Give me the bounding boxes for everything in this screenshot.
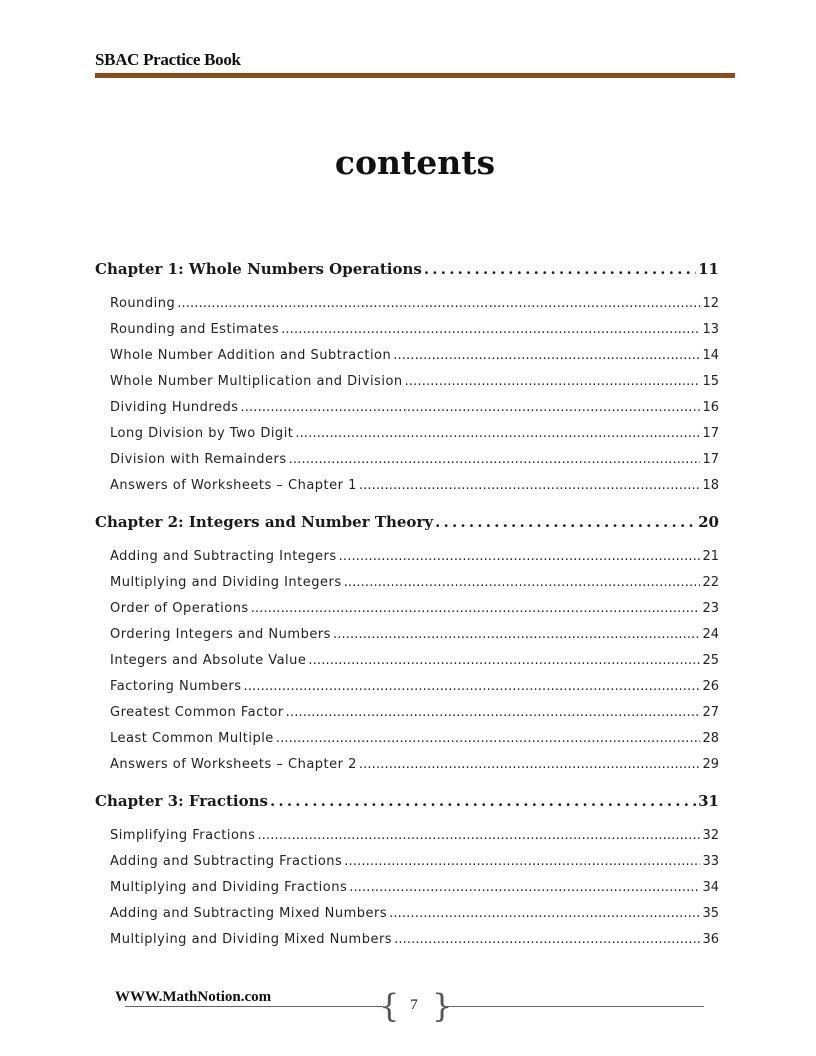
dot-leader	[276, 726, 701, 752]
chapter-page-number: 11	[698, 260, 719, 278]
chapter-group	[95, 509, 719, 778]
toc-entry[interactable]	[95, 648, 719, 674]
entry-page-number: 16	[702, 400, 719, 415]
dot-leader	[251, 596, 701, 622]
dot-leader	[286, 700, 701, 726]
entry-title: Whole Number Addition and Subtraction	[110, 348, 392, 363]
right-brace-icon: }	[432, 987, 453, 1025]
entry-title: Multiplying and Dividing Fractions	[110, 880, 348, 895]
toc-entry[interactable]	[95, 544, 719, 570]
page-title: contents	[334, 143, 496, 182]
entry-title: Answers of Worksheets – Chapter 1	[110, 478, 357, 493]
toc-entry[interactable]	[95, 596, 719, 622]
toc-entry[interactable]	[95, 343, 719, 369]
entry-page-number: 34	[702, 880, 719, 895]
toc-entry[interactable]	[95, 622, 719, 648]
entry-page-number: 33	[702, 854, 719, 869]
entry-page-number: 35	[702, 906, 719, 921]
entry-page-number: 29	[702, 757, 719, 772]
entry-page-number: 15	[702, 374, 719, 389]
dot-leader	[281, 317, 700, 343]
dot-leader	[349, 875, 700, 901]
toc-entry[interactable]	[95, 570, 719, 596]
chapter-title: Chapter 3: Fractions	[95, 792, 268, 810]
dot-leader	[333, 622, 701, 648]
entry-page-number: 22	[702, 575, 719, 590]
toc-entry[interactable]	[95, 395, 719, 421]
chapter-group	[95, 256, 719, 499]
entry-title: Greatest Common Factor	[110, 705, 284, 720]
entry-page-number: 12	[702, 296, 719, 311]
entry-page-number: 27	[702, 705, 719, 720]
footer-website[interactable]: WWW.MathNotion.com	[115, 989, 272, 1005]
toc-entry[interactable]	[95, 447, 719, 473]
dot-leader	[393, 343, 700, 369]
toc-entry[interactable]	[95, 700, 719, 726]
entry-page-number: 36	[702, 932, 719, 947]
left-brace-icon: {	[379, 987, 400, 1025]
entry-title: Multiplying and Dividing Integers	[110, 575, 342, 590]
chapter-line[interactable]	[95, 509, 719, 535]
toc-entry[interactable]	[95, 927, 719, 953]
footer-page-number: 7	[410, 997, 418, 1013]
chapter-page-number: 31	[698, 792, 719, 810]
dot-leader	[424, 256, 696, 282]
entry-title: Division with Remainders	[110, 452, 287, 467]
dot-leader	[244, 674, 701, 700]
table-of-contents	[95, 256, 719, 963]
dot-leader	[308, 648, 700, 674]
dot-leader	[295, 421, 700, 447]
entry-page-number: 17	[702, 452, 719, 467]
entry-page-number: 32	[702, 828, 719, 843]
chapter-group	[95, 788, 719, 953]
entry-title: Long Division by Two Digit	[110, 426, 294, 441]
toc-entry[interactable]	[95, 473, 719, 499]
entry-title: Dividing Hundreds	[110, 400, 239, 415]
toc-entry[interactable]	[95, 291, 719, 317]
entry-page-number: 23	[702, 601, 719, 616]
entry-title: Least Common Multiple	[110, 731, 274, 746]
toc-entry[interactable]	[95, 369, 719, 395]
entry-page-number: 28	[702, 731, 719, 746]
entry-page-number: 24	[702, 627, 719, 642]
entry-page-number: 17	[702, 426, 719, 441]
entry-title: Integers and Absolute Value	[110, 653, 307, 668]
dot-leader	[359, 752, 701, 778]
footer-rule-right	[446, 1006, 704, 1007]
dot-leader	[394, 927, 700, 953]
entry-page-number: 26	[702, 679, 719, 694]
entry-title: Simplifying Fractions	[110, 828, 256, 843]
entry-page-number: 18	[702, 478, 719, 493]
toc-entry[interactable]	[95, 726, 719, 752]
toc-entry[interactable]	[95, 421, 719, 447]
toc-entry[interactable]	[95, 849, 719, 875]
chapter-title: Chapter 2: Integers and Number Theory	[95, 513, 434, 531]
dot-leader	[257, 823, 700, 849]
toc-entry[interactable]	[95, 317, 719, 343]
toc-entry[interactable]	[95, 752, 719, 778]
dot-leader	[270, 788, 696, 814]
dot-leader	[339, 544, 701, 570]
chapter-line[interactable]	[95, 788, 719, 814]
entry-title: Whole Number Multiplication and Division	[110, 374, 403, 389]
dot-leader	[344, 570, 701, 596]
entry-title: Answers of Worksheets – Chapter 2	[110, 757, 357, 772]
chapter-title: Chapter 1: Whole Numbers Operations	[95, 260, 422, 278]
dot-leader	[359, 473, 701, 499]
toc-entry[interactable]	[95, 901, 719, 927]
entry-page-number: 14	[702, 348, 719, 363]
entry-title: Rounding	[110, 296, 176, 311]
entry-title: Multiplying and Dividing Mixed Numbers	[110, 932, 393, 947]
entry-title: Adding and Subtracting Mixed Numbers	[110, 906, 388, 921]
entry-title: Rounding and Estimates	[110, 322, 280, 337]
dot-leader	[344, 849, 700, 875]
dot-leader	[389, 901, 700, 927]
dot-leader	[289, 447, 701, 473]
header-title: SBAC Practice Book	[95, 50, 241, 69]
entry-page-number: 21	[702, 549, 719, 564]
entry-page-number: 25	[702, 653, 719, 668]
entry-title: Adding and Subtracting Fractions	[110, 854, 343, 869]
dot-leader	[435, 509, 696, 535]
entry-title: Order of Operations	[110, 601, 249, 616]
entry-page-number: 13	[702, 322, 719, 337]
chapter-line[interactable]	[95, 256, 719, 282]
toc-entry[interactable]	[95, 875, 719, 901]
footer-rule-left	[125, 1006, 383, 1007]
chapter-page-number: 20	[698, 513, 719, 531]
toc-entry[interactable]	[95, 674, 719, 700]
header-rule	[95, 73, 735, 78]
dot-leader	[241, 395, 701, 421]
dot-leader	[177, 291, 700, 317]
entry-title: Adding and Subtracting Integers	[110, 549, 337, 564]
entry-title: Factoring Numbers	[110, 679, 242, 694]
toc-entry[interactable]	[95, 823, 719, 849]
dot-leader	[405, 369, 701, 395]
entry-title: Ordering Integers and Numbers	[110, 627, 331, 642]
